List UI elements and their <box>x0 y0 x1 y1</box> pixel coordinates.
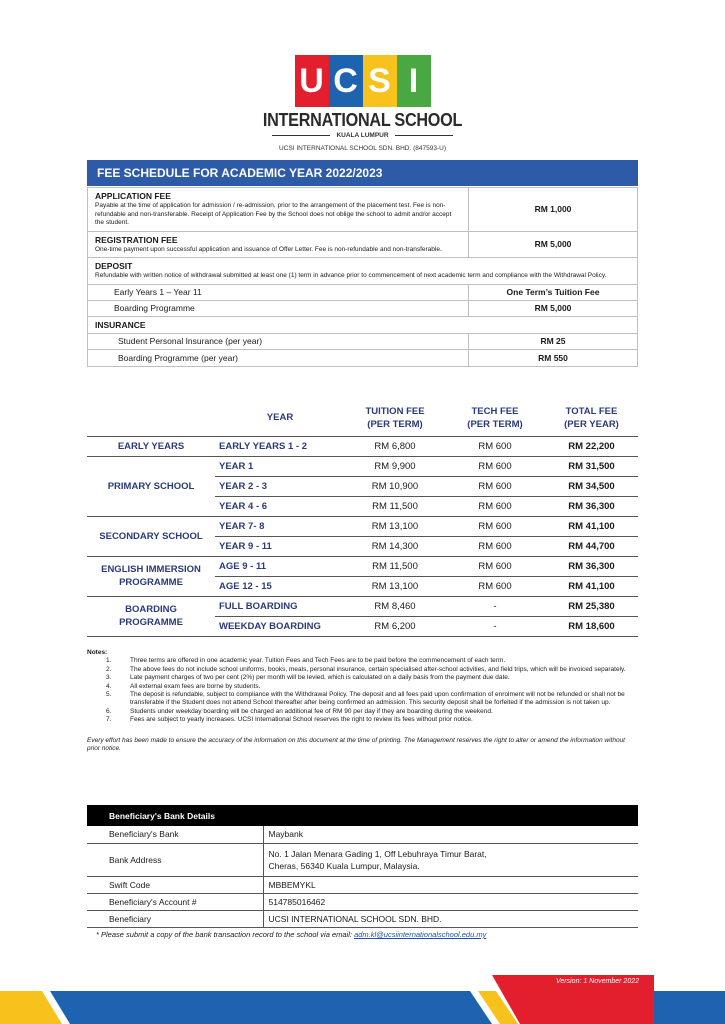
bank-note: * Please submit a copy of the bank transaction record to the school via email: adm.kl@ucsiinternationalschool.edu.my <box>96 930 487 939</box>
year-cell: AGE 9 - 11 <box>215 556 345 576</box>
logo-divider <box>395 135 453 136</box>
bank-value: MBBEMYKL <box>263 876 638 893</box>
total-cell: RM 22,200 <box>545 436 638 456</box>
company-name: UCSI INTERNATIONAL SCHOOL SDN. BHD. (847593-U) <box>279 145 446 152</box>
table-row <box>87 596 638 616</box>
tuition-cell: RM 6,800 <box>345 436 445 456</box>
tech-cell: RM 600 <box>445 536 545 556</box>
blue-stripe <box>654 991 725 1024</box>
deposit-header <box>88 258 637 285</box>
deposit-value: One Term’s Tuition Fee <box>506 287 600 297</box>
version-label: Version: 1 November 2022 <box>555 978 639 985</box>
tuition-cell: RM 13,100 <box>345 516 445 536</box>
tuition-cell: RM 6,200 <box>345 616 445 636</box>
table-row <box>87 826 638 843</box>
year-cell: AGE 12 - 15 <box>215 576 345 596</box>
registration-fee-desc: One-time payment upon successful application and issuance of Offer Letter. Fee is non-refundable and non-transferable. <box>95 245 442 253</box>
fee-schedule-banner: FEE SCHEDULE FOR ACADEMIC YEAR 2022/2023 <box>87 160 638 186</box>
tech-fee-header: TECH FEE (PER TERM) <box>445 402 545 436</box>
total-cell: RM 25,380 <box>545 596 638 616</box>
blue-stripe <box>50 991 492 1024</box>
total-cell: RM 36,300 <box>545 496 638 516</box>
logo-letters <box>295 55 431 107</box>
school-logo <box>0 55 725 152</box>
tuition-fee-header: TUITION FEE (PER TERM) <box>345 402 445 436</box>
insurance-value: RM 25 <box>540 336 566 346</box>
insurance-title: INSURANCE <box>88 317 637 334</box>
insurance-label: Boarding Programme (per year) <box>88 350 469 366</box>
application-fee-title: APPLICATION FEE <box>95 191 171 201</box>
logo-letter-s: S <box>363 55 397 107</box>
tech-cell: RM 600 <box>445 436 545 456</box>
tech-cell: RM 600 <box>445 476 545 496</box>
level-early-years: EARLY YEARS <box>87 436 215 456</box>
total-cell: RM 34,500 <box>545 476 638 496</box>
total-cell: RM 41,100 <box>545 576 638 596</box>
registration-fee-amount: RM 5,000 <box>534 239 572 250</box>
total-cell: RM 18,600 <box>545 616 638 636</box>
table-row <box>87 876 638 893</box>
yellow-stripe <box>0 991 62 1024</box>
year-cell: YEAR 2 - 3 <box>215 476 345 496</box>
year-cell: EARLY YEARS 1 - 2 <box>215 436 345 456</box>
total-fee-header: TOTAL FEE (PER YEAR) <box>545 402 638 436</box>
bank-value: Maybank <box>263 826 638 843</box>
year-header: YEAR <box>215 402 345 436</box>
tech-cell: RM 600 <box>445 556 545 576</box>
disclaimer: Every effort has been made to ensure the accuracy of the information on this document at the time of printing. The Management reserves the right to alter or amend the information without prior notice. <box>87 736 625 753</box>
logo-school-name: INTERNATIONAL SCHOOL <box>262 110 463 130</box>
table-header-row <box>87 402 638 436</box>
bank-address-value: No. 1 Jalan Menara Gading 1, Off Lebuhraya Timur Barat, Cheras, 56340 Kuala Lumpur, Malaysia. <box>263 843 638 876</box>
table-row <box>87 516 638 536</box>
year-cell: YEAR 7- 8 <box>215 516 345 536</box>
deposit-label: Boarding Programme <box>88 301 469 316</box>
deposit-row <box>88 301 637 317</box>
tuition-cell: RM 9,900 <box>345 456 445 476</box>
logo-letter-u: U <box>295 55 329 107</box>
deposit-title: DEPOSIT <box>95 261 133 271</box>
insurance-row <box>88 350 637 366</box>
tech-cell: - <box>445 596 545 616</box>
year-cell: YEAR 9 - 11 <box>215 536 345 556</box>
tuition-cell: RM 13,100 <box>345 576 445 596</box>
tuition-cell: RM 14,300 <box>345 536 445 556</box>
deposit-value: RM 5,000 <box>534 303 572 313</box>
insurance-row <box>88 334 637 350</box>
table-row <box>87 556 638 576</box>
total-cell: RM 36,300 <box>545 556 638 576</box>
table-row <box>87 436 638 456</box>
bank-label: Beneficiary's Account # <box>87 893 263 910</box>
level-boarding: BOARDING PROGRAMME <box>87 596 215 636</box>
table-row <box>87 843 638 876</box>
year-cell: YEAR 1 <box>215 456 345 476</box>
fee-info-table <box>87 187 638 367</box>
logo-city: KUALA LUMPUR <box>336 132 389 139</box>
tuition-cell: RM 8,460 <box>345 596 445 616</box>
tech-cell: RM 600 <box>445 496 545 516</box>
tuition-cell: RM 11,500 <box>345 496 445 516</box>
tech-cell: RM 600 <box>445 576 545 596</box>
registration-fee-row <box>88 232 637 259</box>
year-cell: WEEKDAY BOARDING <box>215 616 345 636</box>
deposit-label: Early Years 1 – Year 11 <box>88 285 469 300</box>
tuition-cell: RM 10,900 <box>345 476 445 496</box>
deposit-row <box>88 285 637 301</box>
application-fee-amount: RM 1,000 <box>534 204 572 215</box>
registration-fee-title: REGISTRATION FEE <box>95 234 178 245</box>
table-row <box>87 893 638 910</box>
bank-details-title: Beneficiary's Bank Details <box>87 805 638 826</box>
note-item: 1. Three terms are offered in one academic year. Tuition Fees and Tech Fees are to be paid before the commencement of each term. <box>106 657 506 665</box>
tech-cell: RM 600 <box>445 516 545 536</box>
note-item: 7. Fees are subject to yearly increases. UCSI International School reserves the right to review its fees without prior notice. <box>106 716 473 724</box>
bank-label: Beneficiary's Bank <box>87 826 263 843</box>
note-item: 2. The above fees do not include school uniforms, books, meals, personal insurance, certain specialised after-school activities, and field trips, which will be invoiced separately. <box>106 665 626 673</box>
year-cell: YEAR 4 - 6 <box>215 496 345 516</box>
tuition-fee-table <box>87 402 638 637</box>
insurance-value: RM 550 <box>538 352 568 363</box>
table-row <box>87 910 638 927</box>
bank-details-table <box>87 805 638 928</box>
level-english-immersion: ENGLISH IMMERSION PROGRAMME <box>87 556 215 596</box>
note-item: 5. The deposit is refundable, subject to compliance with the Withdrawal Policy. The deposit and all fees paid upon confirmation of enrolment will not be refunded or shall not be transferable if the Student does not attend School thereafter after being confirmed an admission. This security deposit shall be forfeited if the admission is not taken up. <box>106 691 625 707</box>
logo-letter-i: I <box>397 55 431 107</box>
bank-value: 514785016462 <box>263 893 638 910</box>
application-fee-row <box>88 188 637 232</box>
total-cell: RM 44,700 <box>545 536 638 556</box>
tuition-cell: RM 11,500 <box>345 556 445 576</box>
total-cell: RM 31,500 <box>545 456 638 476</box>
tech-cell: RM 600 <box>445 456 545 476</box>
note-item: 6. Students under weekday boarding will be charged an additional fee of RM 90 per day if they are boarding during the weekend. <box>106 707 493 715</box>
tech-cell: - <box>445 616 545 636</box>
notes-section <box>87 649 639 753</box>
bank-label: Bank Address <box>87 843 263 876</box>
level-primary-school: PRIMARY SCHOOL <box>87 456 215 516</box>
email-link[interactable]: adm.kl@ucsiinternationalschool.edu.my <box>354 930 487 939</box>
application-fee-desc: Payable at the time of application for admission / re-admission, prior to the arrangement of the placement test. Fee is non-refundable and non-transferable. Receipt of Application Fee by the School does not oblige the school to admit and/or accept the student. <box>95 202 452 226</box>
table-row <box>87 456 638 476</box>
note-item: 4. All external exam fees are borne by students. <box>106 682 261 690</box>
bank-label: Swift Code <box>87 876 263 893</box>
note-item: 3. Late payment charges of two per cent (2%) per month will be levied, which is calculated on a daily basis from the payment due date. <box>106 674 510 682</box>
notes-title: Notes: <box>87 649 108 656</box>
year-cell: FULL BOARDING <box>215 596 345 616</box>
logo-divider <box>272 135 330 136</box>
level-secondary-school: SECONDARY SCHOOL <box>87 516 215 556</box>
total-cell: RM 41,100 <box>545 516 638 536</box>
bank-label: Beneficiary <box>87 910 263 927</box>
deposit-desc: Refundable with written notice of withdrawal submitted at least one (1) term in advance prior to commencement of next academic term and compliance with the Withdrawal Policy. <box>95 272 607 279</box>
insurance-label: Student Personal Insurance (per year) <box>88 334 469 349</box>
bank-value: UCSI INTERNATIONAL SCHOOL SDN. BHD. <box>263 910 638 927</box>
logo-letter-c: C <box>329 55 363 107</box>
